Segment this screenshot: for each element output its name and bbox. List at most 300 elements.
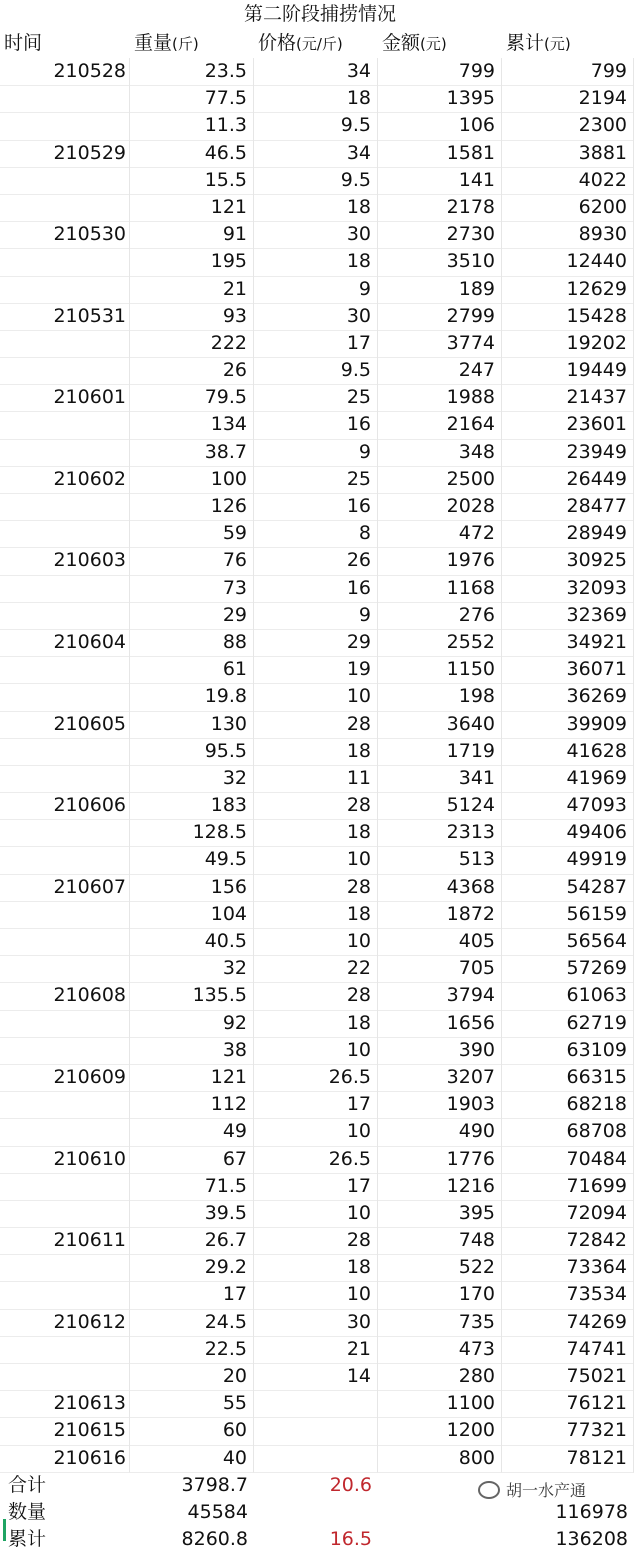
cell-amount[interactable]: 1395: [378, 85, 502, 113]
cell-amount[interactable]: 395: [378, 1200, 502, 1228]
cell-cumulative[interactable]: 70484: [502, 1146, 634, 1174]
cell-amount[interactable]: 1872: [378, 901, 502, 929]
table-row: [0, 439, 640, 466]
cell-amount[interactable]: 735: [378, 1309, 502, 1337]
cell-weight[interactable]: 15.5: [130, 167, 254, 195]
cell-amount[interactable]: 1100: [378, 1390, 502, 1418]
cell-weight[interactable]: 29.2: [130, 1254, 254, 1282]
cell-weight[interactable]: 32: [130, 955, 254, 983]
cell-weight[interactable]: 222: [130, 330, 254, 358]
cell-weight[interactable]: 93: [130, 303, 254, 331]
cell-amount[interactable]: 800: [378, 1445, 502, 1473]
cell-cumulative[interactable]: 76121: [502, 1390, 634, 1418]
cell-time[interactable]: [0, 738, 130, 766]
cell-cumulative[interactable]: 19449: [502, 357, 634, 385]
cell-cumulative[interactable]: 74741: [502, 1336, 634, 1364]
cell-time[interactable]: [0, 439, 130, 467]
cell-weight[interactable]: 59: [130, 520, 254, 548]
summary-accum-price: 16.5: [329, 1528, 372, 1551]
cell-time[interactable]: [0, 846, 130, 874]
cell-time[interactable]: [0, 765, 130, 793]
cell-amount[interactable]: 2028: [378, 493, 502, 521]
cell-cumulative[interactable]: 63109: [502, 1037, 634, 1065]
cell-amount[interactable]: 106: [378, 112, 502, 140]
table-row: [0, 1390, 640, 1417]
cell-cumulative[interactable]: 23949: [502, 439, 634, 467]
cell-cumulative[interactable]: 28949: [502, 520, 634, 548]
cell-weight[interactable]: 40: [130, 1445, 254, 1473]
cell-cumulative[interactable]: 23601: [502, 411, 634, 439]
cell-amount[interactable]: 472: [378, 520, 502, 548]
cell-weight[interactable]: 24.5: [130, 1309, 254, 1337]
cell-weight[interactable]: 17: [130, 1281, 254, 1309]
cell-price[interactable]: 9.5: [254, 112, 378, 140]
cell-price[interactable]: 30: [254, 303, 378, 331]
cell-price[interactable]: 16: [254, 411, 378, 439]
cell-weight[interactable]: 21: [130, 276, 254, 304]
cell-time[interactable]: [0, 248, 130, 276]
cell-price[interactable]: 11: [254, 765, 378, 793]
cell-amount[interactable]: 1903: [378, 1091, 502, 1119]
cell-time[interactable]: [0, 1173, 130, 1201]
cell-cumulative[interactable]: 78121: [502, 1445, 634, 1473]
cell-time[interactable]: [0, 955, 130, 983]
cell-weight[interactable]: 11.3: [130, 112, 254, 140]
cell-cumulative[interactable]: 2194: [502, 85, 634, 113]
cell-price[interactable]: 17: [254, 330, 378, 358]
cell-amount[interactable]: 799: [378, 58, 502, 86]
table-row: [0, 1037, 640, 1064]
cell-price[interactable]: 18: [254, 738, 378, 766]
cell-cumulative[interactable]: 68218: [502, 1091, 634, 1119]
table-row: [0, 928, 640, 955]
header-price: 价格(元/斤): [258, 32, 343, 54]
cell-weight[interactable]: 61: [130, 656, 254, 684]
cell-cumulative[interactable]: 799: [502, 58, 634, 86]
cell-amount[interactable]: 198: [378, 683, 502, 711]
table-row: [0, 575, 640, 602]
cell-price[interactable]: 30: [254, 1309, 378, 1337]
table-row: [0, 1146, 640, 1173]
table-row: [0, 1173, 640, 1200]
cell-amount[interactable]: 1216: [378, 1173, 502, 1201]
cell-cumulative[interactable]: 26449: [502, 466, 634, 494]
cell-amount[interactable]: 1988: [378, 384, 502, 412]
cell-time[interactable]: [0, 656, 130, 684]
cell-price[interactable]: 26.5: [254, 1146, 378, 1174]
cell-time[interactable]: 210608: [0, 982, 130, 1010]
cell-time[interactable]: [0, 411, 130, 439]
cell-price[interactable]: 28: [254, 711, 378, 739]
cell-weight[interactable]: 19.8: [130, 683, 254, 711]
cell-time[interactable]: [0, 819, 130, 847]
cell-cumulative[interactable]: 36071: [502, 656, 634, 684]
cell-time[interactable]: 210615: [0, 1417, 130, 1445]
summary-count-row: [0, 1499, 640, 1526]
cell-time[interactable]: [0, 330, 130, 358]
cell-weight[interactable]: 156: [130, 874, 254, 902]
cell-price[interactable]: 22: [254, 955, 378, 983]
summary-total-weight: 3798.7: [181, 1473, 248, 1496]
cell-time[interactable]: 210607: [0, 874, 130, 902]
cell-cumulative[interactable]: 12629: [502, 276, 634, 304]
cell-price[interactable]: 16: [254, 575, 378, 603]
cell-time[interactable]: 210612: [0, 1309, 130, 1337]
cell-weight[interactable]: 38.7: [130, 439, 254, 467]
table-row: [0, 1227, 640, 1254]
cell-price[interactable]: 9: [254, 276, 378, 304]
sheet-title: 第二阶段捕捞情况: [243, 3, 396, 25]
table-row: [0, 547, 640, 574]
cell-amount[interactable]: 1200: [378, 1417, 502, 1445]
cell-weight[interactable]: 183: [130, 792, 254, 820]
cell-price[interactable]: [254, 1417, 378, 1445]
cell-price[interactable]: 17: [254, 1091, 378, 1119]
cell-weight[interactable]: 130: [130, 711, 254, 739]
summary-accum-row: [0, 1526, 640, 1553]
cell-time[interactable]: [0, 1010, 130, 1038]
cell-cumulative[interactable]: 6200: [502, 194, 634, 222]
cell-price[interactable]: 9.5: [254, 357, 378, 385]
cell-price[interactable]: 19: [254, 656, 378, 684]
cell-price[interactable]: 10: [254, 1118, 378, 1146]
cell-weight[interactable]: 100: [130, 466, 254, 494]
cell-time[interactable]: 210604: [0, 629, 130, 657]
cell-time[interactable]: [0, 901, 130, 929]
cell-cumulative[interactable]: 19202: [502, 330, 634, 358]
cell-time[interactable]: [0, 276, 130, 304]
cell-amount[interactable]: 3640: [378, 711, 502, 739]
cell-amount[interactable]: 5124: [378, 792, 502, 820]
cell-price[interactable]: 30: [254, 221, 378, 249]
cell-amount[interactable]: 3207: [378, 1064, 502, 1092]
cell-amount[interactable]: 341: [378, 765, 502, 793]
table-row: [0, 1200, 640, 1227]
cell-weight[interactable]: 121: [130, 194, 254, 222]
cell-cumulative[interactable]: 57269: [502, 955, 634, 983]
cell-weight[interactable]: 29: [130, 602, 254, 630]
cell-cumulative[interactable]: 72842: [502, 1227, 634, 1255]
cell-weight[interactable]: 134: [130, 411, 254, 439]
table-row: [0, 493, 640, 520]
cell-weight[interactable]: 39.5: [130, 1200, 254, 1228]
cell-cumulative[interactable]: 49406: [502, 819, 634, 847]
cell-cumulative[interactable]: 47093: [502, 792, 634, 820]
cell-price[interactable]: 28: [254, 982, 378, 1010]
cell-weight[interactable]: 135.5: [130, 982, 254, 1010]
table-row: [0, 1010, 640, 1037]
cell-time[interactable]: 210605: [0, 711, 130, 739]
cell-weight[interactable]: 91: [130, 221, 254, 249]
cell-price[interactable]: 28: [254, 792, 378, 820]
cell-amount[interactable]: 2552: [378, 629, 502, 657]
cell-time[interactable]: 210530: [0, 221, 130, 249]
cell-time[interactable]: [0, 1254, 130, 1282]
cell-amount[interactable]: 3794: [378, 982, 502, 1010]
cell-time[interactable]: 210528: [0, 58, 130, 86]
cell-time[interactable]: 210610: [0, 1146, 130, 1174]
cell-cumulative[interactable]: 77321: [502, 1417, 634, 1445]
cell-price[interactable]: 9: [254, 602, 378, 630]
cell-cumulative[interactable]: 66315: [502, 1064, 634, 1092]
cell-weight[interactable]: 49: [130, 1118, 254, 1146]
table-row: [0, 357, 640, 384]
cell-weight[interactable]: 38: [130, 1037, 254, 1065]
cell-weight[interactable]: 60: [130, 1417, 254, 1445]
cell-price[interactable]: 14: [254, 1363, 378, 1391]
cell-cumulative[interactable]: 28477: [502, 493, 634, 521]
summary-accum-amount: [378, 1526, 502, 1553]
table-row: [0, 221, 640, 248]
cell-price[interactable]: 18: [254, 1254, 378, 1282]
cell-weight[interactable]: 46.5: [130, 140, 254, 168]
cell-time[interactable]: [0, 928, 130, 956]
cell-price[interactable]: 28: [254, 1227, 378, 1255]
cell-cumulative[interactable]: 73534: [502, 1281, 634, 1309]
cell-time[interactable]: 210601: [0, 384, 130, 412]
cell-time[interactable]: [0, 1091, 130, 1119]
cell-time[interactable]: [0, 1200, 130, 1228]
cell-cumulative[interactable]: 41969: [502, 765, 634, 793]
cell-cumulative[interactable]: 21437: [502, 384, 634, 412]
cell-cumulative[interactable]: 56159: [502, 901, 634, 929]
cell-time[interactable]: 210531: [0, 303, 130, 331]
cell-time[interactable]: 210603: [0, 547, 130, 575]
cell-amount[interactable]: 2313: [378, 819, 502, 847]
cell-amount[interactable]: 1656: [378, 1010, 502, 1038]
cell-time[interactable]: [0, 683, 130, 711]
table-row: [0, 167, 640, 194]
table-row: [0, 1118, 640, 1145]
cell-weight[interactable]: 77.5: [130, 85, 254, 113]
cell-amount[interactable]: 3510: [378, 248, 502, 276]
cell-price[interactable]: 28: [254, 874, 378, 902]
cell-cumulative[interactable]: 8930: [502, 221, 634, 249]
cell-amount[interactable]: 280: [378, 1363, 502, 1391]
cell-time[interactable]: [0, 357, 130, 385]
table-row: [0, 194, 640, 221]
cell-price[interactable]: 18: [254, 85, 378, 113]
cell-price[interactable]: 9.5: [254, 167, 378, 195]
summary-count-weight: 45584: [187, 1500, 248, 1523]
cell-cumulative[interactable]: 68708: [502, 1118, 634, 1146]
cell-weight[interactable]: 20: [130, 1363, 254, 1391]
table-row: [0, 384, 640, 411]
cell-time[interactable]: [0, 1336, 130, 1364]
cell-cumulative[interactable]: 15428: [502, 303, 634, 331]
cell-time[interactable]: [0, 1118, 130, 1146]
cell-time[interactable]: [0, 575, 130, 603]
cell-cumulative[interactable]: 71699: [502, 1173, 634, 1201]
cell-amount[interactable]: 2799: [378, 303, 502, 331]
cell-weight[interactable]: 32: [130, 765, 254, 793]
cell-weight[interactable]: 95.5: [130, 738, 254, 766]
cell-amount[interactable]: 348: [378, 439, 502, 467]
header-row: [0, 28, 640, 58]
cell-amount[interactable]: 2178: [378, 194, 502, 222]
table-row: [0, 1309, 640, 1336]
cell-amount[interactable]: 1976: [378, 547, 502, 575]
table-row: [0, 629, 640, 656]
cell-cumulative[interactable]: 32369: [502, 602, 634, 630]
cell-time[interactable]: 210602: [0, 466, 130, 494]
cell-price[interactable]: 18: [254, 248, 378, 276]
cell-weight[interactable]: 195: [130, 248, 254, 276]
cell-price[interactable]: 26: [254, 547, 378, 575]
cell-weight[interactable]: 26.7: [130, 1227, 254, 1255]
cell-weight[interactable]: 26: [130, 357, 254, 385]
cell-cumulative[interactable]: 41628: [502, 738, 634, 766]
cell-amount[interactable]: 1776: [378, 1146, 502, 1174]
cell-price[interactable]: 34: [254, 58, 378, 86]
cell-weight[interactable]: 40.5: [130, 928, 254, 956]
cell-amount[interactable]: 490: [378, 1118, 502, 1146]
cell-weight[interactable]: 55: [130, 1390, 254, 1418]
cell-time[interactable]: [0, 520, 130, 548]
cell-cumulative[interactable]: 49919: [502, 846, 634, 874]
cell-cumulative[interactable]: 62719: [502, 1010, 634, 1038]
cell-price[interactable]: 18: [254, 901, 378, 929]
cell-weight[interactable]: 104: [130, 901, 254, 929]
cell-amount[interactable]: 4368: [378, 874, 502, 902]
table-row: [0, 1254, 640, 1281]
cell-weight[interactable]: 121: [130, 1064, 254, 1092]
cell-cumulative[interactable]: 36269: [502, 683, 634, 711]
cell-price[interactable]: [254, 1390, 378, 1418]
cell-amount[interactable]: 1150: [378, 656, 502, 684]
cell-weight[interactable]: 79.5: [130, 384, 254, 412]
cell-time[interactable]: [0, 85, 130, 113]
cell-price[interactable]: 25: [254, 384, 378, 412]
cell-time[interactable]: [0, 493, 130, 521]
cell-time[interactable]: 210606: [0, 792, 130, 820]
table-row: [0, 1336, 640, 1363]
cell-cumulative[interactable]: 54287: [502, 874, 634, 902]
cell-time[interactable]: 210611: [0, 1227, 130, 1255]
cell-amount[interactable]: 748: [378, 1227, 502, 1255]
cell-time[interactable]: 210613: [0, 1390, 130, 1418]
cell-price[interactable]: 9: [254, 439, 378, 467]
cell-cumulative[interactable]: 75021: [502, 1363, 634, 1391]
cell-cumulative[interactable]: 39909: [502, 711, 634, 739]
active-cell-indicator: [3, 1519, 6, 1541]
summary-accum-cumulative: 136208: [555, 1528, 628, 1551]
cell-weight[interactable]: 49.5: [130, 846, 254, 874]
cell-time[interactable]: [0, 602, 130, 630]
cell-cumulative[interactable]: 61063: [502, 982, 634, 1010]
cell-amount[interactable]: 473: [378, 1336, 502, 1364]
cell-amount[interactable]: 170: [378, 1281, 502, 1309]
cell-price[interactable]: 16: [254, 493, 378, 521]
table-row: [0, 1417, 640, 1444]
cell-price[interactable]: 17: [254, 1173, 378, 1201]
cell-amount[interactable]: 1719: [378, 738, 502, 766]
cell-amount[interactable]: 247: [378, 357, 502, 385]
cell-price[interactable]: 18: [254, 819, 378, 847]
cell-price[interactable]: 10: [254, 846, 378, 874]
cell-weight[interactable]: 112: [130, 1091, 254, 1119]
cell-weight[interactable]: 92: [130, 1010, 254, 1038]
cell-time[interactable]: 210616: [0, 1445, 130, 1473]
cell-time[interactable]: [0, 167, 130, 195]
table-row: [0, 85, 640, 112]
cell-time[interactable]: 210529: [0, 140, 130, 168]
cell-price[interactable]: 10: [254, 1200, 378, 1228]
cell-cumulative[interactable]: 3881: [502, 140, 634, 168]
cell-cumulative[interactable]: 32093: [502, 575, 634, 603]
cell-amount[interactable]: 1168: [378, 575, 502, 603]
cell-amount[interactable]: 2730: [378, 221, 502, 249]
cell-time[interactable]: 210609: [0, 1064, 130, 1092]
cell-cumulative[interactable]: 4022: [502, 167, 634, 195]
cell-weight[interactable]: 23.5: [130, 58, 254, 86]
cell-weight[interactable]: 128.5: [130, 819, 254, 847]
cell-time[interactable]: [0, 1037, 130, 1065]
cell-time[interactable]: [0, 1363, 130, 1391]
cell-cumulative[interactable]: 56564: [502, 928, 634, 956]
cell-price[interactable]: 26.5: [254, 1064, 378, 1092]
cell-price[interactable]: 18: [254, 194, 378, 222]
cell-amount[interactable]: 1581: [378, 140, 502, 168]
cell-time[interactable]: [0, 1281, 130, 1309]
table-row: [0, 1445, 640, 1472]
cell-cumulative[interactable]: 73364: [502, 1254, 634, 1282]
cell-time[interactable]: [0, 112, 130, 140]
cell-time[interactable]: [0, 194, 130, 222]
table-row: [0, 1363, 640, 1390]
cell-cumulative[interactable]: 34921: [502, 629, 634, 657]
cell-amount[interactable]: 405: [378, 928, 502, 956]
summary-total-price: 20.6: [329, 1473, 372, 1496]
cell-amount[interactable]: 2500: [378, 466, 502, 494]
cell-price[interactable]: 34: [254, 140, 378, 168]
cell-cumulative[interactable]: 12440: [502, 248, 634, 276]
cell-cumulative[interactable]: 30925: [502, 547, 634, 575]
cell-amount[interactable]: 513: [378, 846, 502, 874]
cell-cumulative[interactable]: 72094: [502, 1200, 634, 1228]
cell-price[interactable]: 8: [254, 520, 378, 548]
table-row: [0, 683, 640, 710]
cell-price[interactable]: 21: [254, 1336, 378, 1364]
cell-weight[interactable]: 126: [130, 493, 254, 521]
cell-price[interactable]: [254, 1445, 378, 1473]
cell-amount[interactable]: 390: [378, 1037, 502, 1065]
cell-amount[interactable]: 3774: [378, 330, 502, 358]
cell-weight[interactable]: 73: [130, 575, 254, 603]
cell-weight[interactable]: 76: [130, 547, 254, 575]
cell-weight[interactable]: 71.5: [130, 1173, 254, 1201]
cell-cumulative[interactable]: 74269: [502, 1309, 634, 1337]
table-row: [0, 846, 640, 873]
cell-amount[interactable]: 2164: [378, 411, 502, 439]
cell-price[interactable]: 10: [254, 1281, 378, 1309]
cell-amount[interactable]: 189: [378, 276, 502, 304]
cell-price[interactable]: 10: [254, 928, 378, 956]
cell-price[interactable]: 25: [254, 466, 378, 494]
cell-amount[interactable]: 141: [378, 167, 502, 195]
cell-weight[interactable]: 88: [130, 629, 254, 657]
cell-amount[interactable]: 276: [378, 602, 502, 630]
cell-price[interactable]: 10: [254, 1037, 378, 1065]
cell-price[interactable]: 18: [254, 1010, 378, 1038]
cell-price[interactable]: 10: [254, 683, 378, 711]
cell-weight[interactable]: 22.5: [130, 1336, 254, 1364]
cell-amount[interactable]: 522: [378, 1254, 502, 1282]
cell-cumulative[interactable]: 2300: [502, 112, 634, 140]
cell-weight[interactable]: 67: [130, 1146, 254, 1174]
cell-price[interactable]: 29: [254, 629, 378, 657]
cell-amount[interactable]: 705: [378, 955, 502, 983]
